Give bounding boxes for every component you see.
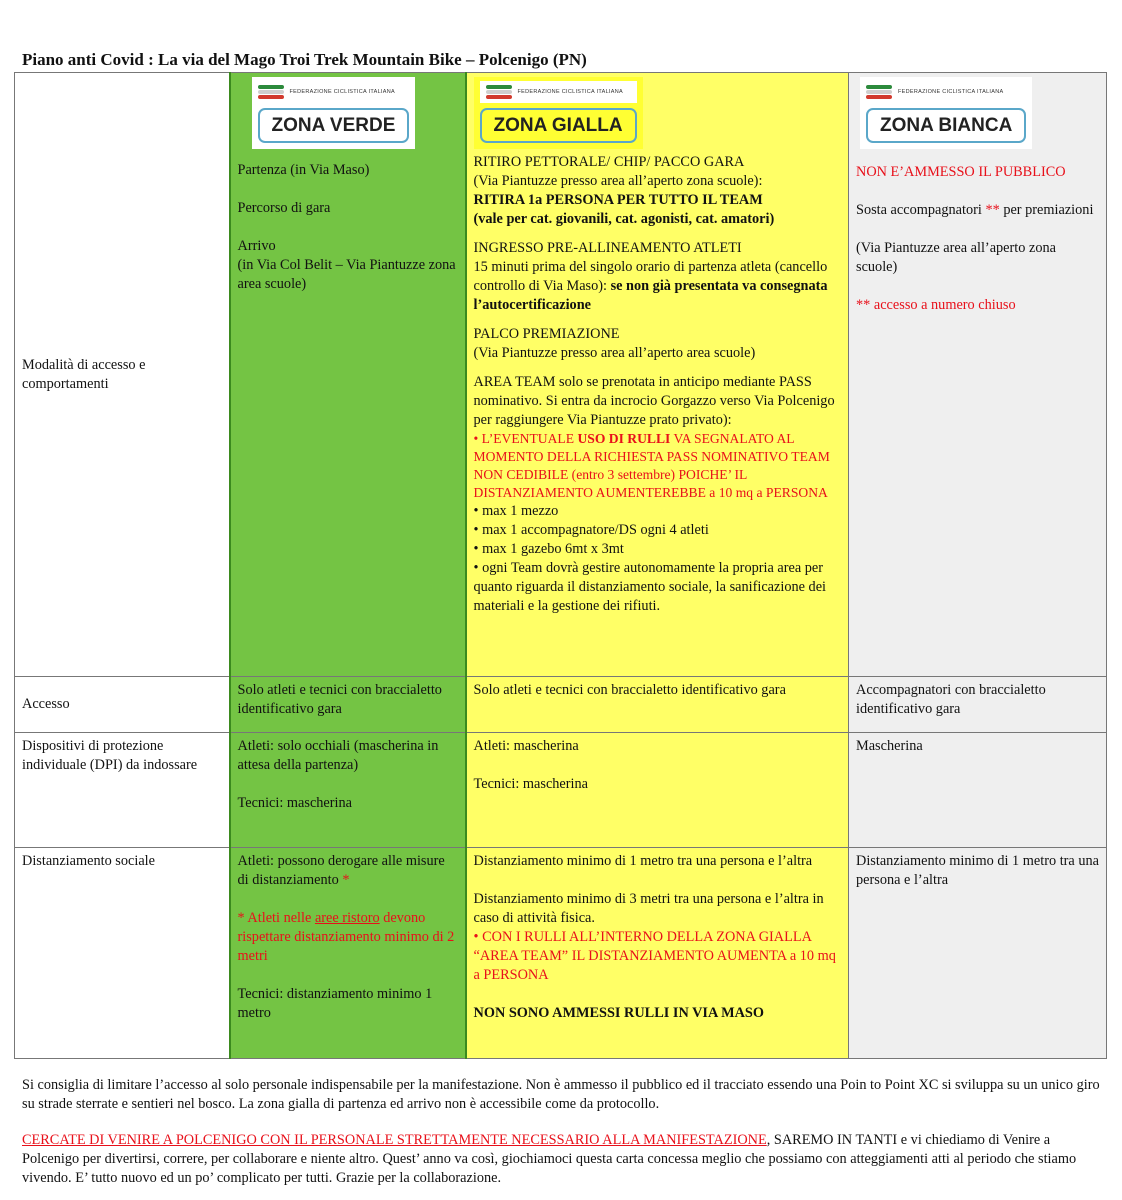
page-title: Piano anti Covid : La via del Mago Troi Trek Mountain Bike – Polcenigo (PN) xyxy=(22,50,587,69)
text: RITIRO PETTORALE/ CHIP/ PACCO GARA xyxy=(473,154,745,170)
logo-caption: FEDERAZIONE CICLISTICA ITALIANA xyxy=(517,88,623,95)
table-row xyxy=(15,677,1107,733)
text: • L’EVENTUALE xyxy=(473,431,575,446)
list-item: • max 1 gazebo 6mt x 3mt xyxy=(474,540,842,559)
text: Distanziamento minimo di 3 metri tra una persona e l’altra in caso di attività fisica. xyxy=(473,891,824,926)
zona-bianca-logo xyxy=(860,77,1032,149)
text: devono rispettare distanziamento minimo di 2 metri xyxy=(237,910,455,964)
table-row xyxy=(15,73,1107,677)
text: NON SONO AMMESSI RULLI IN VIA MASO xyxy=(473,1005,764,1021)
zona-verde-logo xyxy=(252,77,416,149)
text: ** accesso a numero chiuso xyxy=(856,297,1016,313)
fci-flag-icon xyxy=(486,85,512,99)
text: 15 minuti prima del singolo orario di partenza atleta (cancello controllo di Via Maso): xyxy=(473,259,828,294)
text: Atleti: mascherina xyxy=(473,738,579,754)
row-label-modalita xyxy=(15,73,230,677)
text: Tecnici: distanziamento minimo 1 metro xyxy=(237,986,433,1021)
zona-gialla-logo xyxy=(474,77,643,149)
text: RITIRA 1a PERSONA PER TUTTO IL TEAM xyxy=(473,192,763,208)
list-item: • max 1 accompagnatore/DS ogni 4 atleti xyxy=(474,521,842,540)
table-row xyxy=(15,733,1107,848)
zona-gialla-distanziamento xyxy=(466,848,849,1059)
zona-gialla-dpi xyxy=(466,733,849,848)
row-label-text: Modalità di accesso e comportamenti xyxy=(22,356,146,392)
text: USO DI RULLI xyxy=(577,431,671,446)
text xyxy=(856,201,1099,220)
zona-verde-dpi xyxy=(230,733,466,848)
text: (vale per cat. giovanili, cat. agonisti, cat. amatori) xyxy=(473,211,775,227)
table-row xyxy=(15,848,1107,1059)
text xyxy=(238,852,458,890)
text: Distanziamento minimo di 1 metro tra una persona e l’altra xyxy=(473,853,813,869)
text: CERCATE DI VENIRE A POLCENIGO CON IL PERSONALE STRETTAMENTE NECESSARIO ALLA MANIFESTAZIONE xyxy=(22,1132,767,1148)
logo-caption: FEDERAZIONE CICLISTICA ITALIANA xyxy=(898,88,1004,95)
text: Percorso di gara xyxy=(237,200,331,216)
text xyxy=(474,258,842,315)
text: • CON I RULLI ALL’INTERNO DELLA ZONA GIALLA “AREA TEAM” IL DISTANZIAMENTO AUMENTA a 10 mq a PERSONA xyxy=(473,929,836,983)
zona-bianca-badge: ZONA BIANCA xyxy=(866,108,1026,143)
rulli-warning xyxy=(474,430,842,502)
zone-table xyxy=(14,72,1107,1059)
row-label-distanziamento: Distanziamento sociale xyxy=(15,848,230,1059)
row-label-accesso: Accesso xyxy=(15,677,230,733)
fci-flag-icon xyxy=(866,85,892,99)
zona-gialla-badge: ZONA GIALLA xyxy=(480,108,637,143)
zona-bianca-distanziamento: Distanziamento minimo di 1 metro tra una persona e l’altra xyxy=(849,848,1107,1059)
text: AREA TEAM solo se prenotata in anticipo mediante PASS nominativo. Si entra da incrocio Gorgazzo verso Via Polcenigo per raggiungere Via Piantuzze prato privato): xyxy=(473,374,835,428)
text: aree ristoro xyxy=(314,910,380,926)
text: Arrivo xyxy=(237,238,276,254)
footer-paragraph-2 xyxy=(22,1131,1107,1188)
text: , SAREMO IN TANTI e vi chiediamo di Venire a Polcenigo per divertirsi, correre, per collaborare e niente altro. Quest’ anno va così, giochiamoci questa carta concessa meglio che possiamo con atteggiamenti atti al periodo che stiamo vivendo. E’ tutto nuovo ed un po’ complicato per tutti. Grazie per la collaborazione. xyxy=(22,1132,1077,1186)
zona-verde-modalita xyxy=(230,73,466,677)
zona-verde-accesso: Solo atleti e tecnici con braccialetto identificativo gara xyxy=(230,677,466,733)
text: per premiazioni xyxy=(1003,202,1094,218)
text: Atleti: possono derogare alle misure di distanziamento xyxy=(237,853,445,888)
row-label-dpi: Dispositivi di protezione individuale (DPI) da indossare xyxy=(15,733,230,848)
text: VA SEGNALATO AL MOMENTO DELLA RICHIESTA PASS NOMINATIVO TEAM NON CEDIBILE (entro 3 settembre) POICHE’ IL DISTANZIAMENTO AUMENTEREBBE a 10 mq a PERSONA xyxy=(473,431,830,500)
zona-verde-badge: ZONA VERDE xyxy=(258,108,410,143)
text: * xyxy=(342,872,350,888)
list-item: • max 1 mezzo xyxy=(474,502,842,521)
text: se non già presentata va consegnata l’autocertificazione xyxy=(473,278,828,313)
zona-bianca-modalita xyxy=(849,73,1107,677)
text: NON E’AMMESSO IL PUBBLICO xyxy=(856,164,1066,180)
text: (in Via Col Belit – Via Piantuzze zona area scuole) xyxy=(237,257,456,292)
text: Tecnici: mascherina xyxy=(473,776,589,792)
zona-bianca-accesso: Accompagnatori con braccialetto identificativo gara xyxy=(849,677,1107,733)
zona-gialla-modalita xyxy=(466,73,849,677)
footer-paragraph-1: Si consiglia di limitare l’accesso al solo personale indispensabile per la manifestazione. Non è ammesso il pubblico ed il tracciato essendo una Poin to Point XC si sviluppa su un unico giro su strade sterrate e sentieri nel bosco. La zona gialla di partenza ed arrivo non è accessibile come da protocollo. xyxy=(22,1077,1100,1112)
fci-flag-icon xyxy=(258,85,284,99)
text: (Via Piantuzze presso area all’aperto zona scuole): xyxy=(473,173,763,189)
text: * Atleti nelle xyxy=(237,910,312,926)
text: Atleti: solo occhiali (mascherina in attesa della partenza) xyxy=(237,738,439,773)
list-item: • ogni Team dovrà gestire autonomamente la propria area per quanto riguarda il distanziamento sociale, la sanificazione dei materiali e la gestione dei rifiuti. xyxy=(474,559,842,616)
text: INGRESSO PRE-ALLINEAMENTO ATLETI xyxy=(473,240,742,256)
text: Sosta accompagnatori xyxy=(856,202,982,218)
text: ** xyxy=(985,202,1000,218)
zona-verde-distanziamento xyxy=(230,848,466,1059)
aree-ristoro-note xyxy=(238,909,458,966)
text: Partenza (in Via Maso) xyxy=(237,162,370,178)
text: (Via Piantuzze presso area all’aperto area scuole) xyxy=(473,345,756,361)
zona-gialla-accesso: Solo atleti e tecnici con braccialetto identificativo gara xyxy=(466,677,849,733)
zona-bianca-dpi: Mascherina xyxy=(849,733,1107,848)
logo-caption: FEDERAZIONE CICLISTICA ITALIANA xyxy=(289,88,395,95)
text: Tecnici: mascherina xyxy=(237,795,353,811)
team-rules-list xyxy=(474,502,842,616)
text: (Via Piantuzze area all’aperto zona scuole) xyxy=(856,240,1056,275)
text: PALCO PREMIAZIONE xyxy=(473,326,620,342)
